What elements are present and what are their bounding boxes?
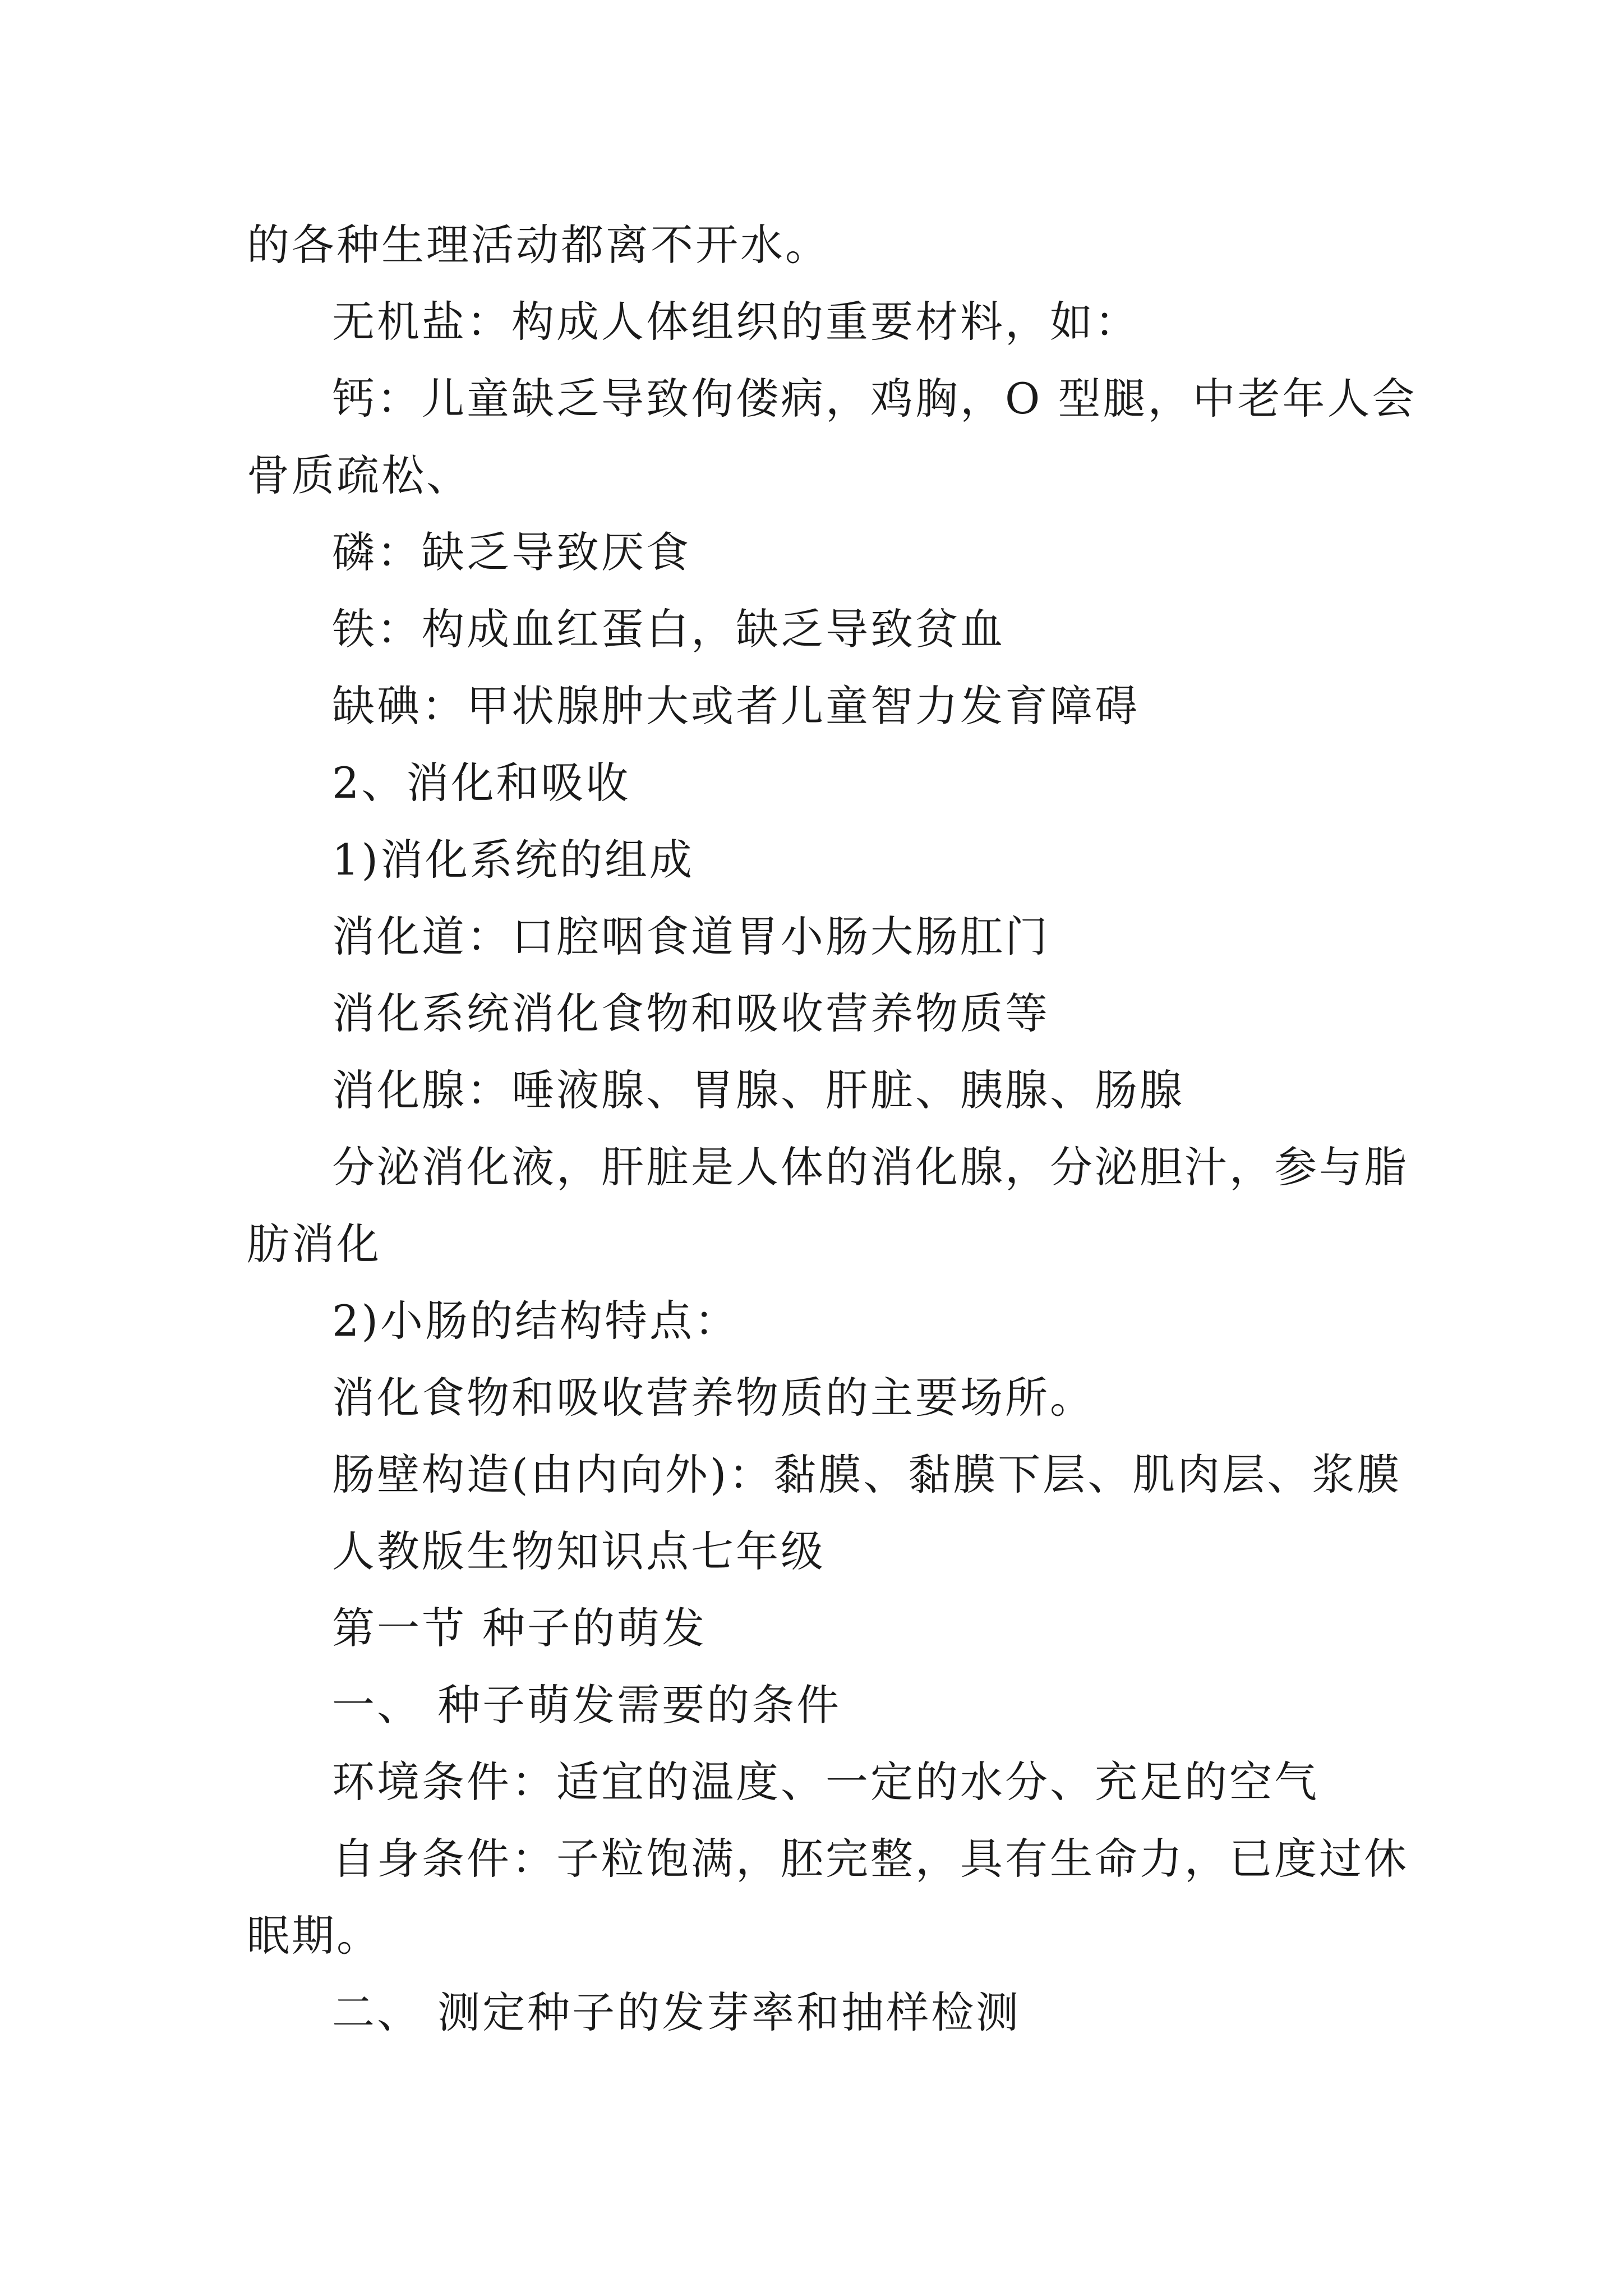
document-body: [247, 206, 1417, 2051]
document-title: 人教版生物知识点七年级: [332, 1526, 826, 1576]
text-line: 眠期。: [247, 1911, 381, 1961]
text-line: 分泌消化液，肝脏是人体的消化腺，分泌胆汁，参与脂: [332, 1142, 1409, 1192]
section-heading: 2、消化和吸收: [332, 758, 631, 808]
text-line: 消化食物和吸收营养物质的主要场所。: [332, 1373, 1095, 1423]
text-line: 磷：缺乏导致厌食: [332, 527, 691, 577]
text-line: 无机盐：构成人体组织的重要材料，如：: [332, 297, 1140, 347]
text-line: 钙：儿童缺乏导致佝偻病，鸡胸，O 型腿，中老年人会: [332, 374, 1417, 424]
text-line: 骨质疏松、: [247, 450, 471, 500]
text-line: 的各种生理活动都离不开水。: [247, 220, 830, 270]
text-line: 肠壁构造(由内向外)：黏膜、黏膜下层、肌肉层、浆膜: [332, 1450, 1402, 1499]
text-line: 消化系统消化食物和吸收营养物质等: [332, 988, 1050, 1038]
text-line: 铁：构成血红蛋白，缺乏导致贫血: [332, 604, 1005, 654]
text-line: 肪消化: [247, 1219, 381, 1269]
text-line: 自身条件：子粒饱满，胚完整，具有生命力，已度过休: [332, 1834, 1409, 1884]
subsection-heading: 1)消化系统的组成: [332, 835, 695, 885]
section-heading: 第一节 种子的萌发: [332, 1603, 707, 1653]
text-line: 消化道：口腔咽食道胃小肠大肠肛门: [332, 912, 1050, 961]
text-line: 缺碘：甲状腺肿大或者儿童智力发育障碍: [332, 681, 1140, 731]
text-line: 消化腺：唾液腺、胃腺、肝脏、胰腺、肠腺: [332, 1065, 1184, 1115]
text-line: 环境条件：适宜的温度、一定的水分、充足的空气: [332, 1757, 1319, 1807]
section-heading: 一、 种子萌发需要的条件: [332, 1680, 842, 1730]
section-heading: 二、 测定种子的发芽率和抽样检测: [332, 1987, 1021, 2037]
subsection-heading: 2)小肠的结构特点：: [332, 1296, 740, 1346]
